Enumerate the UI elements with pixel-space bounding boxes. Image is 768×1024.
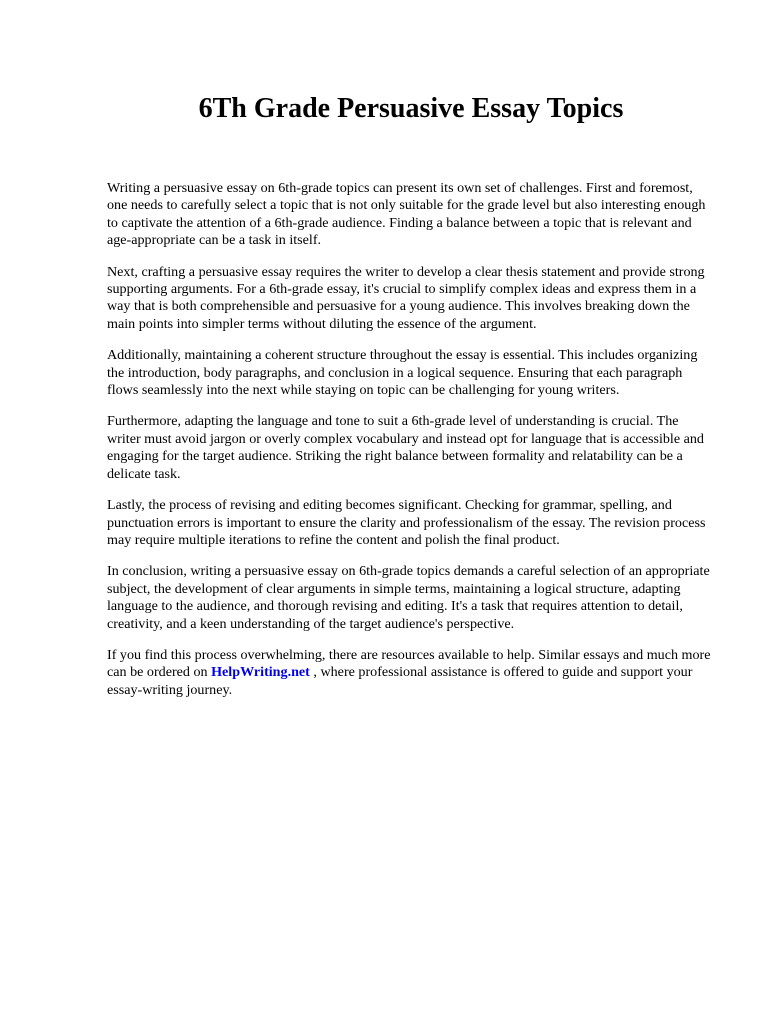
paragraph-closing [107, 647, 712, 699]
helpwriting-link[interactable]: HelpWriting.net [211, 664, 310, 681]
paragraph-intro: Writing a persuasive essay on 6th-grade topics can present its own set of challenges. First and foremost, one needs to carefully select a topic that is not only suitable for the grade level but also interesting enough to captivate the attention of a 6th-grade audience. Finding a balance between a topic that is relevant and age-appropriate can be a task in itself. [107, 180, 706, 249]
closing-text-after-link: , where professional assistance is offered to guide and support your essay-writing journey. [107, 664, 693, 698]
closing-text-before-link: If you find this process overwhelming, there are resources available to help. Similar essays and much more can be ordered on [107, 646, 711, 681]
paragraph-conclusion: In conclusion, writing a persuasive essay on 6th-grade topics demands a careful selection of an appropriate subject, the development of clear arguments in simple terms, maintaining a logical structure, adapting language to the audience, and thorough revising and editing. It's a task that requires attention to detail, creativity, and a keen understanding of the target audience's perspective. [107, 563, 710, 632]
paragraph-thesis: Next, crafting a persuasive essay requires the writer to develop a clear thesis statement and provide strong supporting arguments. For a 6th-grade essay, it's crucial to simplify complex ideas and express them in a way that is both comprehensible and persuasive for a young audience. This involves breaking down the main points into simpler terms without diluting the essence of the argument. [107, 263, 705, 332]
paragraph-language: Furthermore, adapting the language and tone to suit a 6th-grade level of understanding is crucial. The writer must avoid jargon or overly complex vocabulary and instead opt for language that is accessible and engaging for the target audience. Striking the right balance between formality and relatability can be a delicate task. [107, 413, 704, 482]
paragraph-structure: Additionally, maintaining a coherent structure throughout the essay is essential. This includes organizing the introduction, body paragraphs, and conclusion in a logical sequence. Ensuring that each paragraph flows seamlessly into the next while staying on topic can be challenging for young writers. [107, 347, 698, 399]
paragraph-revising: Lastly, the process of revising and editing becomes significant. Checking for grammar, spelling, and punctuation errors is important to ensure the clarity and professionalism of the essay. The revision process may require multiple iterations to refine the content and polish the final product. [107, 497, 706, 548]
document-body [107, 180, 712, 713]
document-title: 6Th Grade Persuasive Essay Topics [198, 93, 624, 124]
